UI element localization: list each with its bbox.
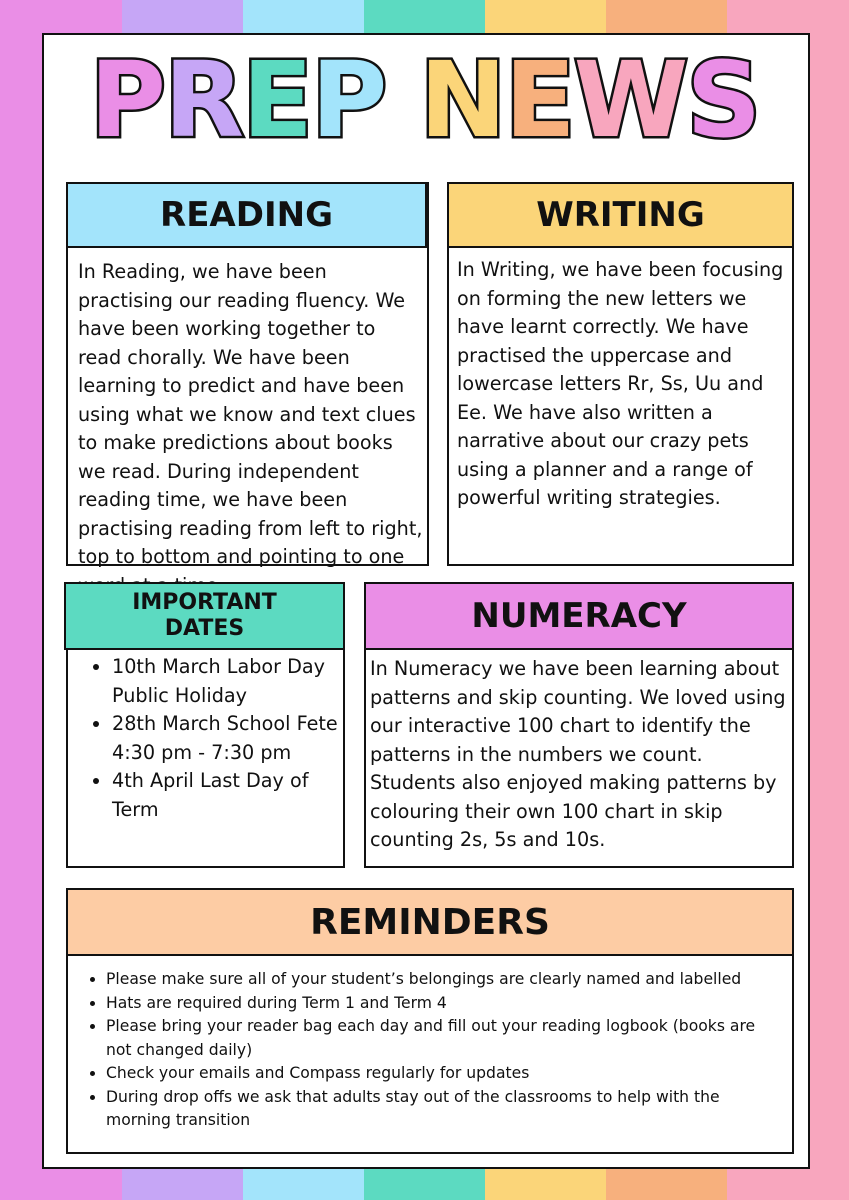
date-item: • 10th March Labor Day Public Holiday	[112, 653, 340, 710]
title-letter: W	[573, 39, 687, 161]
left-border-stripe	[0, 0, 42, 1200]
reminder-item: • During drop offs we ask that adults stay out of the classrooms to help with the morning transition	[106, 1086, 782, 1133]
title-letter: P	[311, 39, 386, 161]
title-letter: P	[89, 39, 164, 161]
title-letter: S	[686, 39, 760, 161]
reminder-item: • Hats are required during Term 1 and Term 4	[106, 992, 782, 1016]
reading-body: In Reading, we have been practising our reading fluency. We have been working together to read chorally. We have been learning to predict and have been using what we know and text clues to make predictions about books we read. During independent reading time, we have been practising reading from left to right, top to bottom and pointing to one	[78, 260, 423, 568]
important-dates-list	[72, 653, 340, 824]
title-letter: E	[504, 39, 574, 161]
reminder-item: • Check your emails and Compass regularly for updates	[106, 1062, 782, 1086]
numeracy-heading: NUMERACY	[364, 582, 794, 650]
writing-heading: WRITING	[447, 182, 794, 248]
reminders-heading: REMINDERS	[66, 888, 794, 956]
title-space	[385, 39, 419, 161]
reminder-item: • Please make sure all of your student’s belongings are clearly named and labelled	[106, 968, 782, 992]
title-letter: E	[242, 39, 312, 161]
important-dates-heading: IMPORTANT DATES	[64, 582, 345, 650]
right-border-stripe	[810, 0, 849, 1200]
newsletter-title	[0, 39, 849, 161]
reminders-list	[66, 968, 782, 1133]
reminder-item: • Please bring your reader bag each day and fill out your reading logbook (books are not changed daily)	[106, 1015, 782, 1062]
reading-heading: READING	[66, 182, 427, 248]
writing-body: In Writing, we have been focusing on forming the new letters we have learnt correctly. We have practised the uppercase and lowercase letters Rr, Ss, Uu and Ee. We have also written a narrative about our crazy pets using a planner and a range of powerful writing strategies.	[457, 258, 784, 509]
title-letter: N	[419, 39, 505, 161]
title-letter: R	[163, 39, 243, 161]
date-item: • 28th March School Fete 4:30 pm - 7:30 pm	[112, 710, 340, 767]
date-item: • 4th April Last Day of Term	[112, 767, 340, 824]
numeracy-body: In Numeracy we have been learning about patterns and skip counting. We loved using our interactive 100 chart to identify the patterns in the numbers we count. Students also enjoyed making patterns by colouring their own 100 chart in skip counting 2s, 5s and 10s.	[370, 657, 786, 851]
